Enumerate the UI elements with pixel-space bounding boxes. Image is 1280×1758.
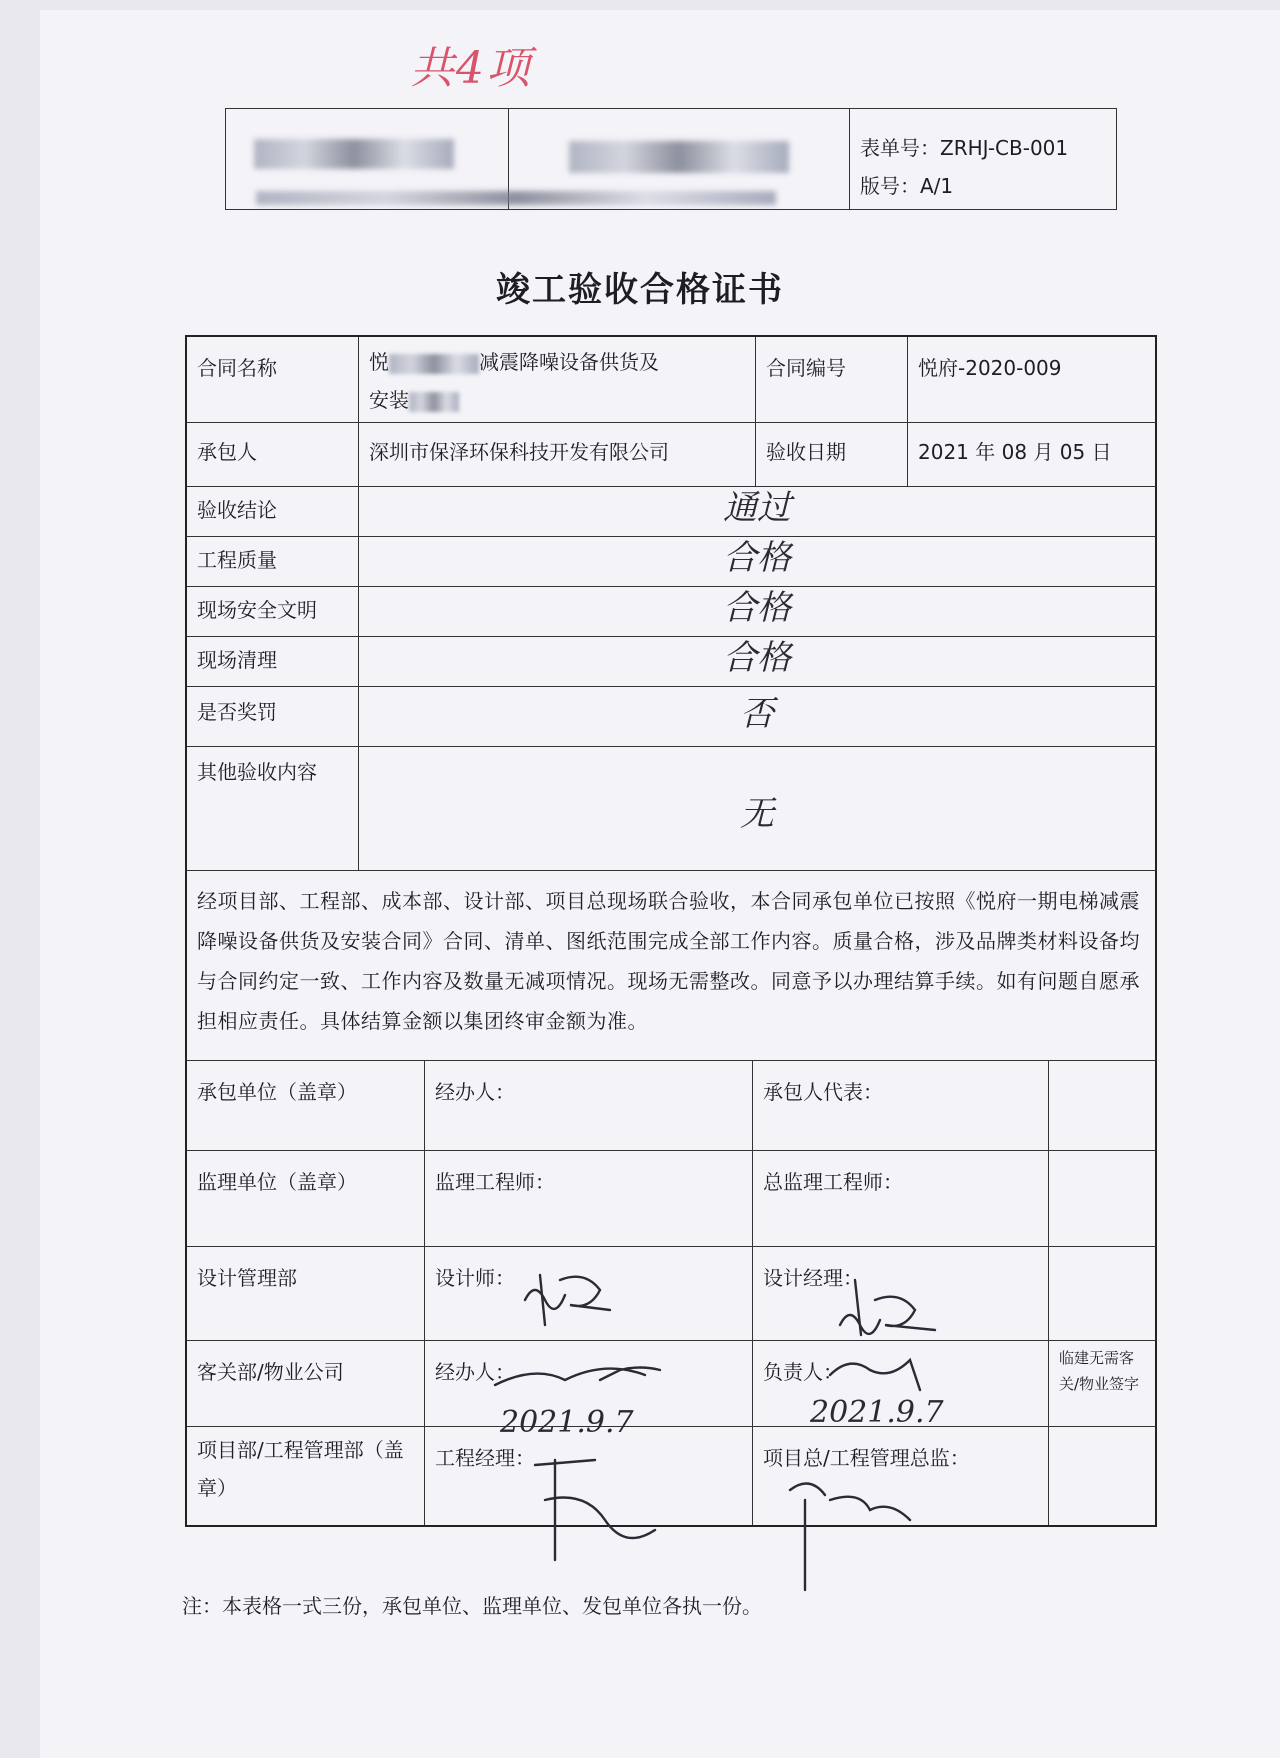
check-label: 现场清理 [187, 637, 359, 686]
signature-service-lead [830, 1360, 920, 1390]
contract-name-label: 合同名称 [187, 337, 359, 422]
check-label: 是否奖罚 [187, 687, 359, 746]
check-value: 否 [740, 694, 774, 734]
sign-right-label: 总监理工程师： [753, 1151, 1049, 1246]
contractor-label: 承包人 [187, 423, 359, 486]
check-value: 合格 [723, 638, 791, 678]
sign-left-label: 监理工程师： [425, 1151, 753, 1246]
check-value: 无 [740, 794, 774, 834]
check-label: 现场安全文明 [187, 587, 359, 636]
acceptance-date-label: 验收日期 [756, 423, 908, 486]
sign-left-label: 工程经理： [425, 1427, 753, 1525]
check-label: 工程质量 [187, 537, 359, 586]
contractor-value: 深圳市保泽环保科技开发有限公司 [359, 423, 756, 486]
check-label: 验收结论 [187, 487, 359, 536]
version: A/1 [920, 174, 954, 198]
version-label: 版号： [860, 174, 920, 198]
contract-name-value: 悦 减震降噪设备供货及 安装 [359, 337, 756, 422]
handwritten-date: 2021.9.7 [500, 1405, 634, 1440]
acceptance-statement: 经项目部、工程部、成本部、设计部、项目总现场联合验收，本合同承包单位已按照《悦府一期电梯减震降噪设备供货及安装合同》合同、清单、图纸范围完成全部工作内容。质量合格，涉及品牌类材料设备均与合同约定一致、工作内容及数量无减项情况。现场无需整改。同意予以办理结算手续。如有问题自愿承担相应责任。具体结算金额以集团终审金额为准。 [197, 889, 1140, 1033]
sign-left-label: 经办人： [425, 1341, 753, 1426]
check-value: 合格 [723, 538, 791, 578]
acceptance-date-value: 2021 年 08 月 05 日 [918, 440, 1112, 464]
sign-unit: 客关部/物业公司 [187, 1341, 425, 1426]
sign-unit: 设计管理部 [187, 1247, 425, 1340]
footnote: 注：本表格一式三份，承包单位、监理单位、发包单位各执一份。 [182, 1594, 762, 1618]
signature-engineering-manager [535, 1460, 655, 1560]
signature-project-director [790, 1484, 910, 1590]
sign-right-label: 负责人： [753, 1341, 1049, 1426]
page-title: 竣工验收合格证书 [496, 270, 784, 310]
sign-right-label: 设计经理： [753, 1247, 1049, 1340]
sign-left-label: 设计师： [425, 1247, 753, 1340]
signature-service-agent [495, 1368, 660, 1386]
check-value: 通过 [723, 488, 791, 528]
form-no-label: 表单号： [860, 136, 940, 160]
sign-unit: 项目部/工程管理部（盖章） [187, 1427, 425, 1525]
check-value: 合格 [723, 588, 791, 628]
sign-left-label: 经办人： [425, 1061, 753, 1150]
signature-designer [525, 1275, 610, 1325]
sign-unit: 监理单位（盖章） [187, 1151, 425, 1246]
contract-no-value: 悦府-2020-009 [918, 356, 1062, 380]
sign-right-label: 项目总/工程管理总监： [753, 1427, 1049, 1525]
form-no: ZRHJ-CB-001 [940, 136, 1069, 160]
handwritten-date: 2021.9.7 [810, 1395, 944, 1430]
signature-design-manager [840, 1280, 935, 1335]
check-label: 其他验收内容 [187, 747, 359, 870]
sign-unit: 承包单位（盖章） [187, 1061, 425, 1150]
sign-right-label: 承包人代表： [753, 1061, 1049, 1150]
contract-no-label: 合同编号 [756, 337, 908, 422]
handwritten-annotation: 共4项 [410, 43, 532, 94]
sign-extra: 临建无需客关/物业签字 [1059, 1349, 1140, 1393]
